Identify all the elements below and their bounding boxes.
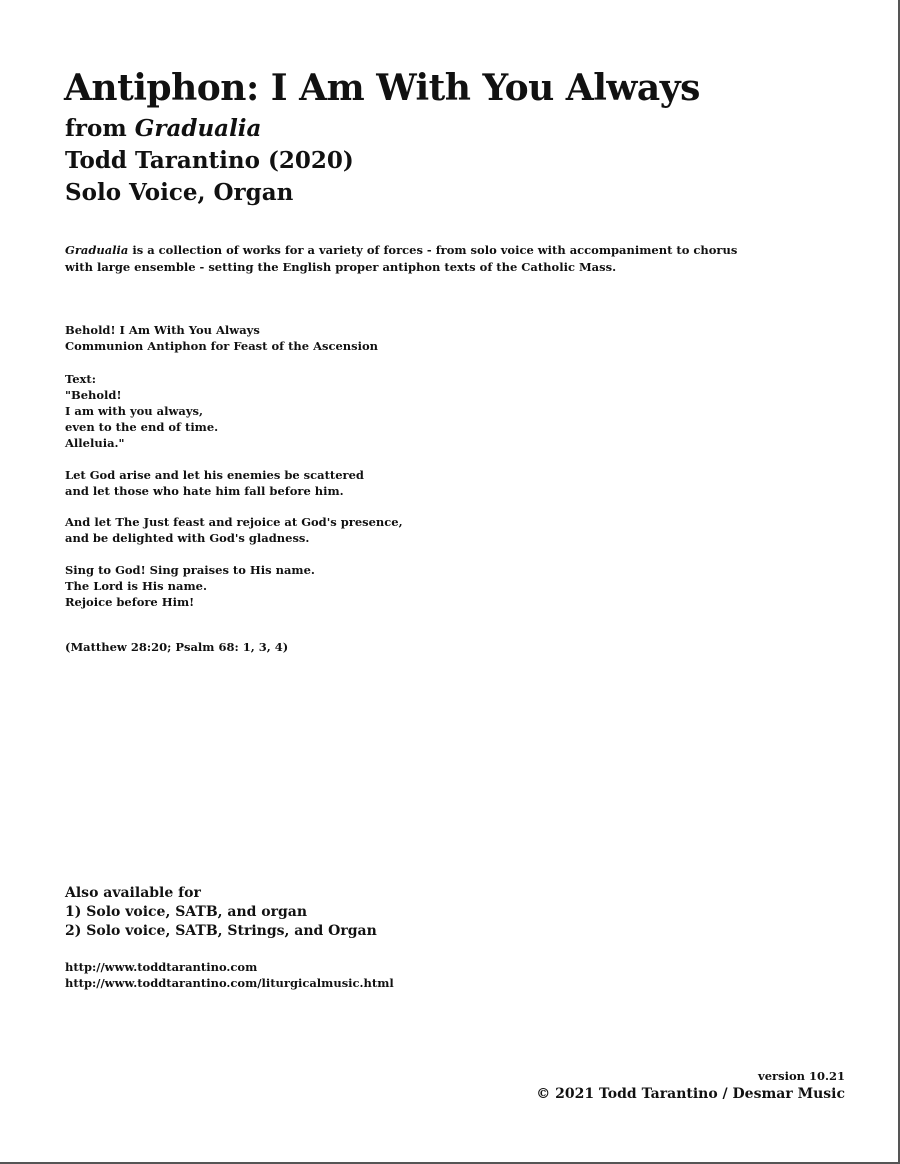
text-stanza-3 [65,514,403,546]
text-line: even to the end of time. [65,420,219,434]
copyright-notice: © 2021 Todd Tarantino / Desmar Music [536,1086,845,1102]
scripture-citation: (Matthew 28:20; Psalm 68: 1, 3, 4) [65,640,289,654]
website-link[interactable]: http://www.toddtarantino.com [65,960,258,974]
text-line: Sing to God! Sing praises to His name. [65,563,315,577]
text-stanza-1 [65,371,218,451]
text-line: And let The Just feast and rejoice at God's presence, [65,515,403,529]
intro-work-name: Gradualia [65,243,129,257]
from-prefix: from [65,115,135,142]
page-title: Antiphon: I Am With You Always [64,67,700,109]
liturgical-music-link[interactable]: http://www.toddtarantino.com/liturgicalmusic.html [65,976,394,990]
text-line: The Lord is His name. [65,579,207,593]
text-line: Alleluia." [65,436,125,450]
footer [536,1068,845,1104]
collection-name: Gradualia [134,115,262,142]
instrumentation-line: Solo Voice, Organ [65,179,294,206]
text-label: Text: [65,372,96,386]
text-line: "Behold! [65,388,122,402]
intro-paragraph [65,242,765,276]
availability-option: 2) Solo voice, SATB, Strings, and Organ [65,923,377,939]
links-section [65,959,394,991]
text-line: Let God arise and let his enemies be scattered [65,468,364,482]
availability-section [65,884,377,941]
text-line: and be delighted with God's gladness. [65,531,310,545]
availability-option: 1) Solo voice, SATB, and organ [65,904,308,920]
availability-heading: Also available for [65,885,201,901]
collection-line [65,113,354,145]
subtitle-block [65,113,354,209]
composer-line: Todd Tarantino (2020) [65,147,354,174]
text-line: I am with you always, [65,404,203,418]
piece-info [65,322,378,354]
intro-description: is a collection of works for a variety of forces - from solo voice with accompaniment to chorus with large ensemble - setting the English proper antiphon texts of the Catholic Mass. [65,243,738,274]
text-line: and let those who hate him fall before him. [65,484,344,498]
piece-occasion: Communion Antiphon for Feast of the Ascension [65,339,379,353]
piece-name: Behold! I Am With You Always [65,323,260,337]
version-label: version 10.21 [758,1069,845,1083]
text-stanza-2 [65,467,364,499]
text-line: Rejoice before Him! [65,595,195,609]
text-stanza-4 [65,562,315,610]
